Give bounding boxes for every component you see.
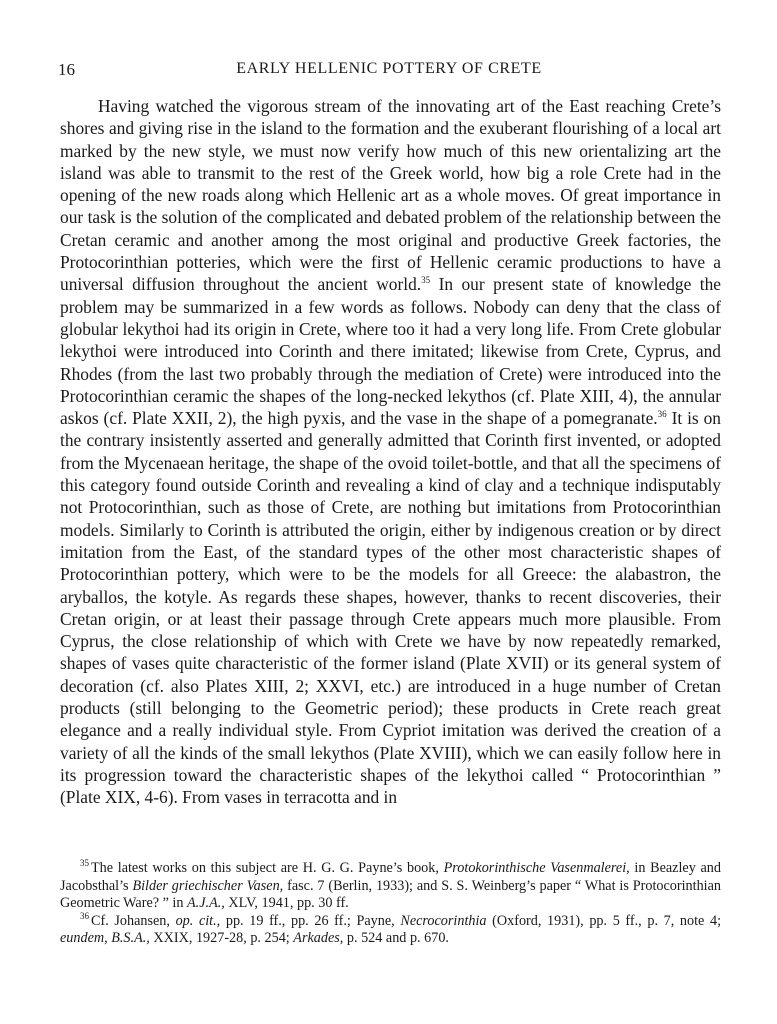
body-paragraph [60,95,721,809]
body-text-part-2: In our present state of knowledge the problem may be summarized in a few words as follows. Nobody can deny that the class of globular lekythoi had its origin in Crete, where too it had a very long life. From Crete globular lekythoi were introduced into Corinth and there imitated; likewise from Crete, Cyprus, and Rhodes (from the last two probably through the mediation of Crete) were introduced into the Protocorinthian ceramic the shapes of the long-necked lekythos (cf. Plate XIII, 4), the annular askos (cf. Plate XXII, 2), the high pyxis, and the vase in the shape of a pomegranate. [60,274,721,429]
footnote-35 [60,860,721,913]
footnote-italic: A.J.A., [187,895,225,911]
footnote-text: XLV, 1941, pp. 30 ff. [224,895,349,911]
footnote-text: XXIX, 1927-28, p. 254; [149,930,294,946]
footnote-text: (Oxford, 1931), pp. 5 ff., p. 7, note 4; [486,912,722,929]
footnote-italic: Necrocorinthia [400,912,487,929]
page-header [58,60,720,84]
footnote-text: pp. 19 ff., pp. 26 ff.; Payne, [220,912,401,929]
footnote-italic: Protokorinthische Vasenmalerei, [443,860,630,876]
footnote-text: Cf. Johansen, [91,912,176,929]
footnote-italic: Arkades, [293,930,344,946]
footnotes [60,860,721,948]
body-text-part-1: Having watched the vigorous stream of the innovating art of the East reaching Crete’s shores and giving rise in the island to the formation and the exuberant flourishing of a local art marked by the new style, we must now verify how much of this new orientalizing art the island was able to transmit to the rest of the Greek world, how big a role Crete had in the opening of the new roads along which Hellenic art as a whole moves. Of great importance in our task is the solution of the complicated and debated problem of the relationship between the Cretan ceramic and another among the most original and productive Greek factories, the Protocorinthian potteries, which were the first of Hellenic ceramic productions to have a universal diffusion throughout the ancient world. [60,96,721,295]
footnote-text: in Beazley and Jacobsthal’s [60,860,721,894]
footnote-number: 35 [80,858,89,869]
footnote-36 [60,910,722,948]
footnote-ref-35[interactable]: 35 [421,275,431,286]
footnote-italic: op. cit., [175,912,221,929]
footnote-text: The latest works on this subject are H. G. G. Payne’s book, [91,860,444,876]
body-text-part-3: It is on the contrary insistently asserted and generally admitted that Corinth first invented, or adopted from the Mycenaean heritage, the shape of the ovoid toilet-bottle, and that all the specimens of this category found outside Corinth and revealing a kind of clay and a technique indisputably not Protocorinthian, such as those of Crete, are nothing but imitations from Protocorinthian models. Similarly to Corinth is attributed the origin, either by indigenous creation or by direct imitation from the East, of the standard types of the other most characteristic shapes of Protocorinthian pottery, which were to be the models for all Greece: the alabastron, the aryballos, the kotyle. As regards these shapes, however, thanks to recent discoveries, their Cretan origin, or at least their passage through Crete appears much more plausible. From Cyprus, the close relationship of which with Crete we have by now repeatedly remarked, shapes of vases quite characteristic of the former island (Plate XVII) or its general system of decoration (cf. also Plates XIII, 2; XXVI, etc.) are introduced in a huge number of Cretan products (still belonging to the Geometric period); these products in Crete reach great elegance and a really individual style. From Cypriot imitation was derived the creation of a variety of all the kinds of the small lekythos (Plate XVIII), which we can easily follow here in its progression toward the characteristic shapes of the lekythoi called “ Protocorinthian ” (Plate XIX, 4-6). From vases in terracotta and in [60,408,721,808]
footnote-italic: eundem, B.S.A., [60,930,150,946]
footnote-text: p. 524 and p. 670. [343,930,449,946]
footnote-number: 36 [80,910,89,921]
footnote-ref-36[interactable]: 36 [657,409,667,420]
footnote-text: fasc. 7 (Berlin, 1933); and S. S. Weinberg’s paper “ What is Protocorinthian Geometric Ware? ” in [60,877,722,911]
footnote-italic: Bilder griechischer Vasen, [132,877,284,894]
running-title: EARLY HELLENIC POTTERY OF CRETE [236,60,542,77]
page-number: 16 [58,60,75,79]
